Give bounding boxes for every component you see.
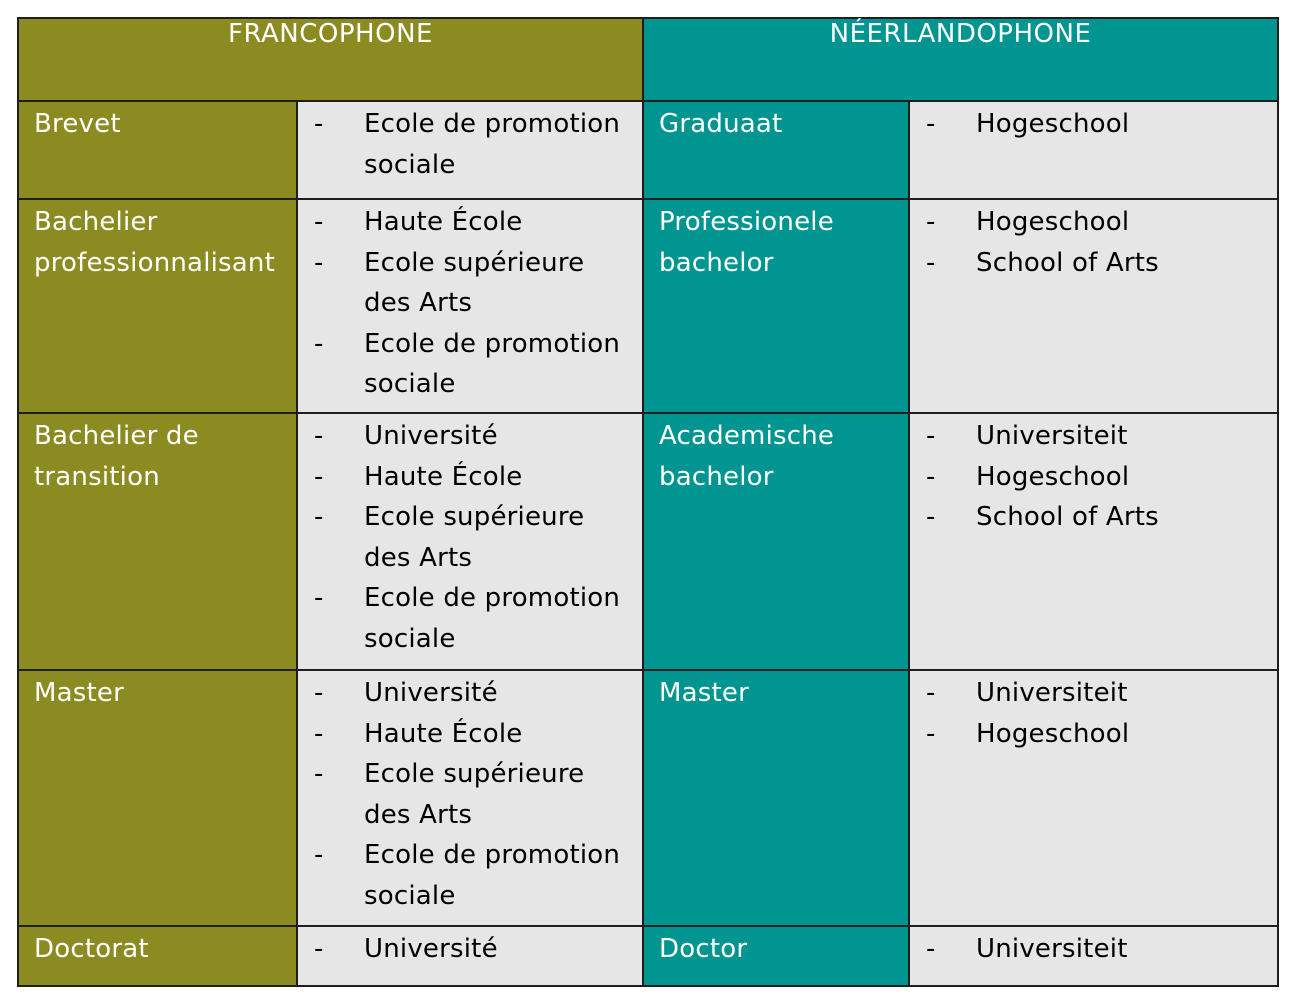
dash-bullet: - [926,934,936,964]
institution-name: Ecole de promotion sociale [364,840,621,911]
list-item [910,202,1273,243]
institution-name: Université [364,421,498,451]
nl-institution-list [910,673,1273,754]
institution-name: Ecole supérieure des Arts [364,502,585,573]
institution-name: Hogeschool [976,461,1130,492]
list-item [298,416,638,457]
fr-institutions-cell [297,413,643,670]
list-item [910,497,1273,538]
fr-institution-list [298,104,638,185]
institution-name: Universiteit [976,678,1128,708]
dash-bullet: - [314,678,324,708]
dash-bullet: - [926,247,936,278]
institution-name: Ecole de promotion sociale [364,328,621,399]
institution-name: Hogeschool [976,718,1130,749]
fr-institutions-cell [297,670,643,926]
dash-bullet: - [926,678,936,708]
nl-institution-list [910,416,1273,538]
nl-level-cell: Master [643,670,909,926]
list-item [298,754,638,835]
education-comparison-table [17,17,1279,987]
dash-bullet: - [314,502,324,532]
nl-institution-list [910,929,1273,970]
nl-institutions-cell [909,413,1278,670]
fr-level-cell: Master [18,670,297,926]
nl-level-cell: Professionele bachelor [643,199,909,413]
list-item [910,457,1273,498]
institution-name: Ecole de promotion sociale [364,583,621,654]
list-item [298,457,638,498]
dash-bullet: - [314,247,324,278]
institution-name: School of Arts [976,502,1159,532]
list-item [298,673,638,714]
dash-bullet: - [314,718,324,749]
list-item [298,243,638,324]
institution-name: Université [364,934,498,964]
fr-institution-list [298,929,638,970]
fr-institutions-cell [297,199,643,413]
nl-level-cell: Academische bachelor [643,413,909,670]
nl-level-cell: Doctor [643,926,909,986]
nl-institutions-cell [909,670,1278,926]
institution-name: Ecole supérieure des Arts [364,247,585,318]
header-francophone: FRANCOPHONE [18,18,643,101]
list-item [298,929,638,970]
fr-level-cell: Doctorat [18,926,297,986]
header-neerlandophone: NÉERLANDOPHONE [643,18,1278,101]
nl-institution-list [910,202,1273,283]
list-item [298,324,638,405]
institution-name: Ecole supérieure des Arts [364,759,585,830]
institution-name: School of Arts [976,247,1159,278]
table-row [18,926,1278,986]
dash-bullet: - [926,502,936,532]
table-row [18,413,1278,670]
fr-level-cell: Bachelier de transition [18,413,297,670]
fr-institution-list [298,416,638,659]
list-item [910,243,1273,284]
table-row [18,101,1278,199]
dash-bullet: - [314,759,324,789]
institution-name: Hogeschool [976,207,1130,237]
list-item [298,202,638,243]
list-item [910,929,1273,970]
nl-institutions-cell [909,199,1278,413]
dash-bullet: - [926,207,936,237]
dash-bullet: - [314,421,324,451]
list-item [910,673,1273,714]
list-item [298,104,638,185]
fr-institutions-cell [297,101,643,199]
list-item [910,714,1273,755]
dash-bullet: - [314,109,324,139]
dash-bullet: - [926,421,936,451]
institution-name: Universiteit [976,421,1128,451]
header-row [18,18,1278,101]
dash-bullet: - [314,461,324,492]
dash-bullet: - [926,461,936,492]
table-row [18,199,1278,413]
institution-name: Haute École [364,461,523,492]
nl-institutions-cell [909,926,1278,986]
institution-name: Hogeschool [976,109,1130,139]
list-item [910,416,1273,457]
institution-name: Ecole de promotion sociale [364,109,621,180]
institution-name: Universiteit [976,934,1128,964]
dash-bullet: - [314,583,324,613]
nl-institution-list [910,104,1273,145]
dash-bullet: - [926,109,936,139]
fr-institutions-cell [297,926,643,986]
list-item [298,578,638,659]
list-item [298,714,638,755]
fr-institution-list [298,202,638,405]
institution-name: Université [364,678,498,708]
list-item [298,835,638,916]
dash-bullet: - [314,328,324,359]
dash-bullet: - [926,718,936,749]
nl-institutions-cell [909,101,1278,199]
fr-level-cell: Bachelier professionnalisant [18,199,297,413]
dash-bullet: - [314,207,324,237]
institution-name: Haute École [364,718,523,749]
list-item [910,104,1273,145]
dash-bullet: - [314,934,324,964]
table-row [18,670,1278,926]
dash-bullet: - [314,840,324,870]
fr-level-cell: Brevet [18,101,297,199]
fr-institution-list [298,673,638,916]
nl-level-cell: Graduaat [643,101,909,199]
list-item [298,497,638,578]
institution-name: Haute École [364,207,523,237]
